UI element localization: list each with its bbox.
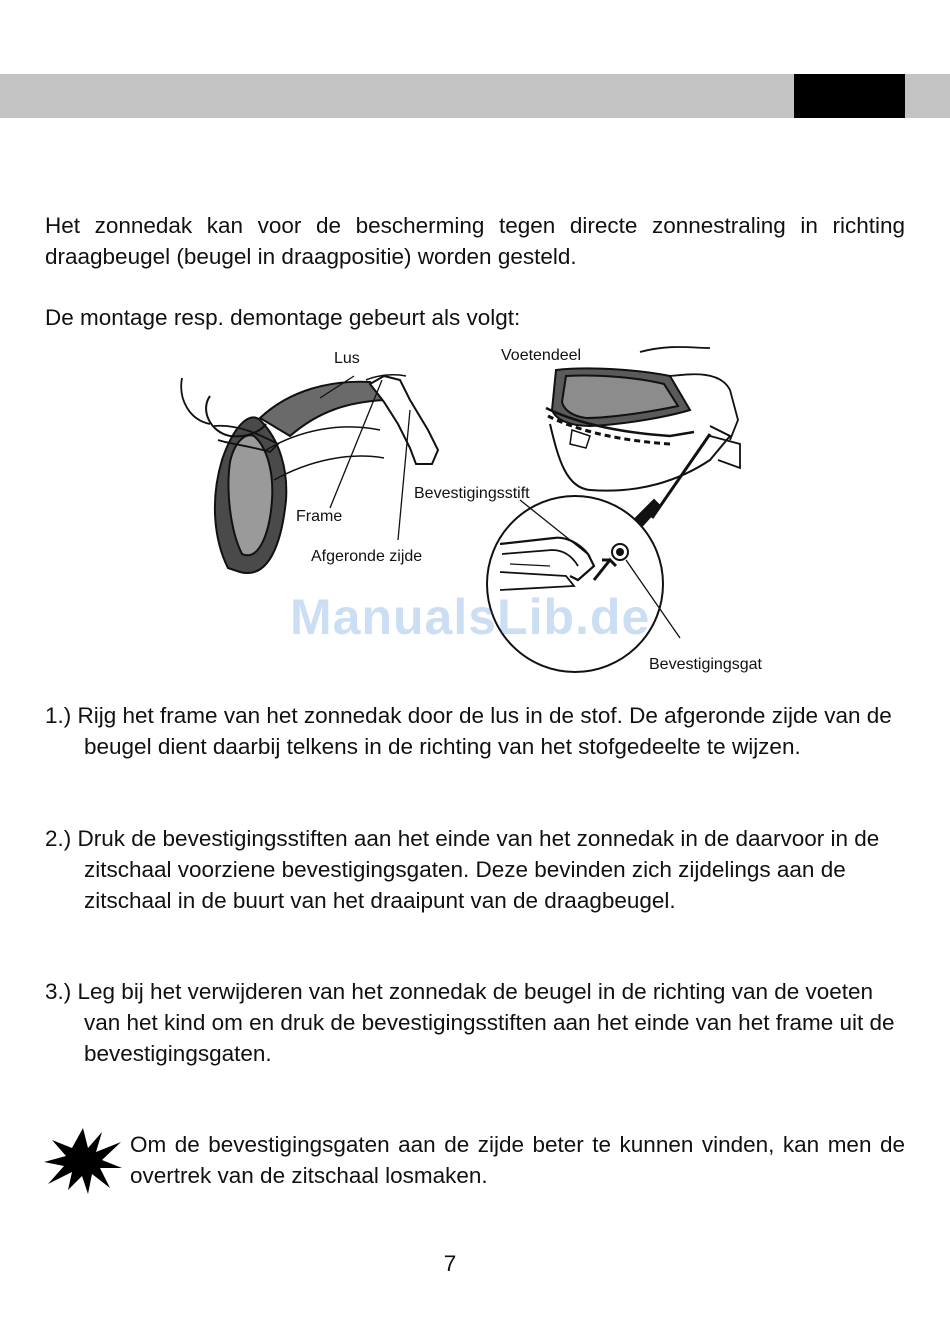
canopy-fabric-drawing [181,375,438,573]
label-lus: Lus [334,350,360,367]
label-frame: Frame [296,508,343,525]
step-1: 1.) Rijg het frame van het zonnedak door de lus in de stof. De afgeronde zijde van de beugel dient daarbij telkens in de richting van het stofgedeelte te wijzen. [45,703,892,759]
label-voetendeel: Voetendeel [501,347,582,364]
step-2: 2.) Druk de bevestigingsstiften aan het einde van het zonnedak in de daarvoor in de zitschaal voorziene bevestigingsgaten. Deze bevinden zich zijdelings aan de zitschaal in de buurt van het draaipunt van de draagbeugel. [45,826,880,913]
note-text: Om de bevestigingsgaten aan de zijde beter te kunnen vinden, kan men de overtrek van de zitschaal losmaken. [130,1132,905,1188]
header-block [794,74,905,118]
label-afgeronde-zijde: Afgeronde zijde [311,548,423,565]
label-bevestigingsstift: Bevestigingsstift [414,485,530,502]
montage-paragraph: De montage resp. demontage gebeurt als volgt: [45,305,521,330]
warning-starburst-icon [44,1128,122,1194]
intro-paragraph: Het zonnedak kan voor de bescherming tegen directe zonnestraling in richting draagbeugel (beugel in draagpositie) worden gesteld. [45,213,905,269]
watermark: ManualsLib.de [290,589,651,645]
step-3: 3.) Leg bij het verwijderen van het zonnedak de beugel in de richting van de voeten van het kind om en druk de bevestigingsstiften aan het einde van het frame uit de bevestigingsgaten. [45,979,895,1066]
label-bevestigingsgat: Bevestigingsgat [649,656,762,673]
page-number: 7 [443,1251,457,1276]
